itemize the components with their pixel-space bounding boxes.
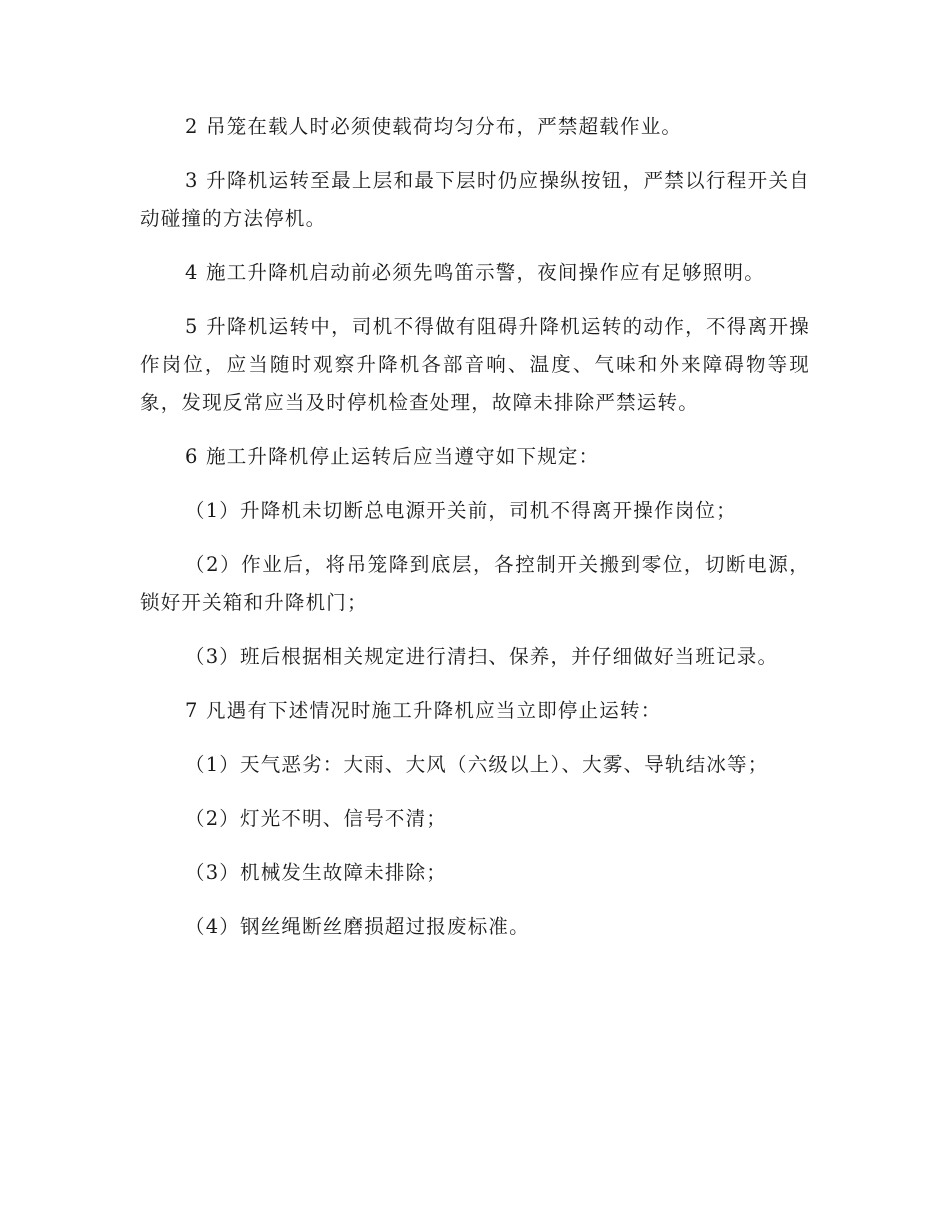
document-page: [140, 108, 810, 962]
paragraph-item-5: 5 升降机运转中，司机不得做有阻碍升降机运转的动作，不得离开操作岗位，应当随时观察升降机各部音响、温度、气味和外来障碍物等现象，发现反常应当及时停机检查处理，故障未排除严禁运转。: [140, 315, 810, 414]
paragraph-item-6: 6 施工升降机停止运转后应当遵守如下规定：: [185, 445, 600, 468]
paragraph-subitem-7-3: （3）机械发生故障未排除；: [185, 861, 448, 884]
paragraph-subitem-7-2: （2）灯光不明、信号不清；: [185, 807, 448, 830]
paragraph-subitem-6-3: （3）班后根据相关规定进行清扫、保养，并仔细做好当班记录。: [185, 645, 779, 668]
paragraph-subitem-6-1: （1）升降机未切断总电源开关前，司机不得离开操作岗位；: [185, 499, 737, 522]
paragraph-subitem-6-2: （2）作业后，将吊笼降到底层，各控制开关搬到零位，切断电源，锁好开关箱和升降机门；: [140, 553, 810, 614]
paragraph-item-3: 3 升降机运转至最上层和最下层时仍应操纵按钮，严禁以行程开关自动碰撞的方法停机。: [140, 169, 810, 230]
paragraph-subitem-7-1: （1）天气恶劣：大雨、大风（六级以上）、大雾、导轨结冰等；: [185, 753, 769, 776]
paragraph-subitem-7-4: （4）钢丝绳断丝磨损超过报废标准。: [185, 915, 530, 938]
paragraph-item-7: 7 凡遇有下述情况时施工升降机应当立即停止运转：: [185, 699, 662, 722]
paragraph-item-2: 2 吊笼在载人时必须使载荷均匀分布，严禁超载作业。: [185, 115, 683, 138]
paragraph-item-4: 4 施工升降机启动前必须先鸣笛示警，夜间操作应有足够照明。: [185, 261, 765, 284]
